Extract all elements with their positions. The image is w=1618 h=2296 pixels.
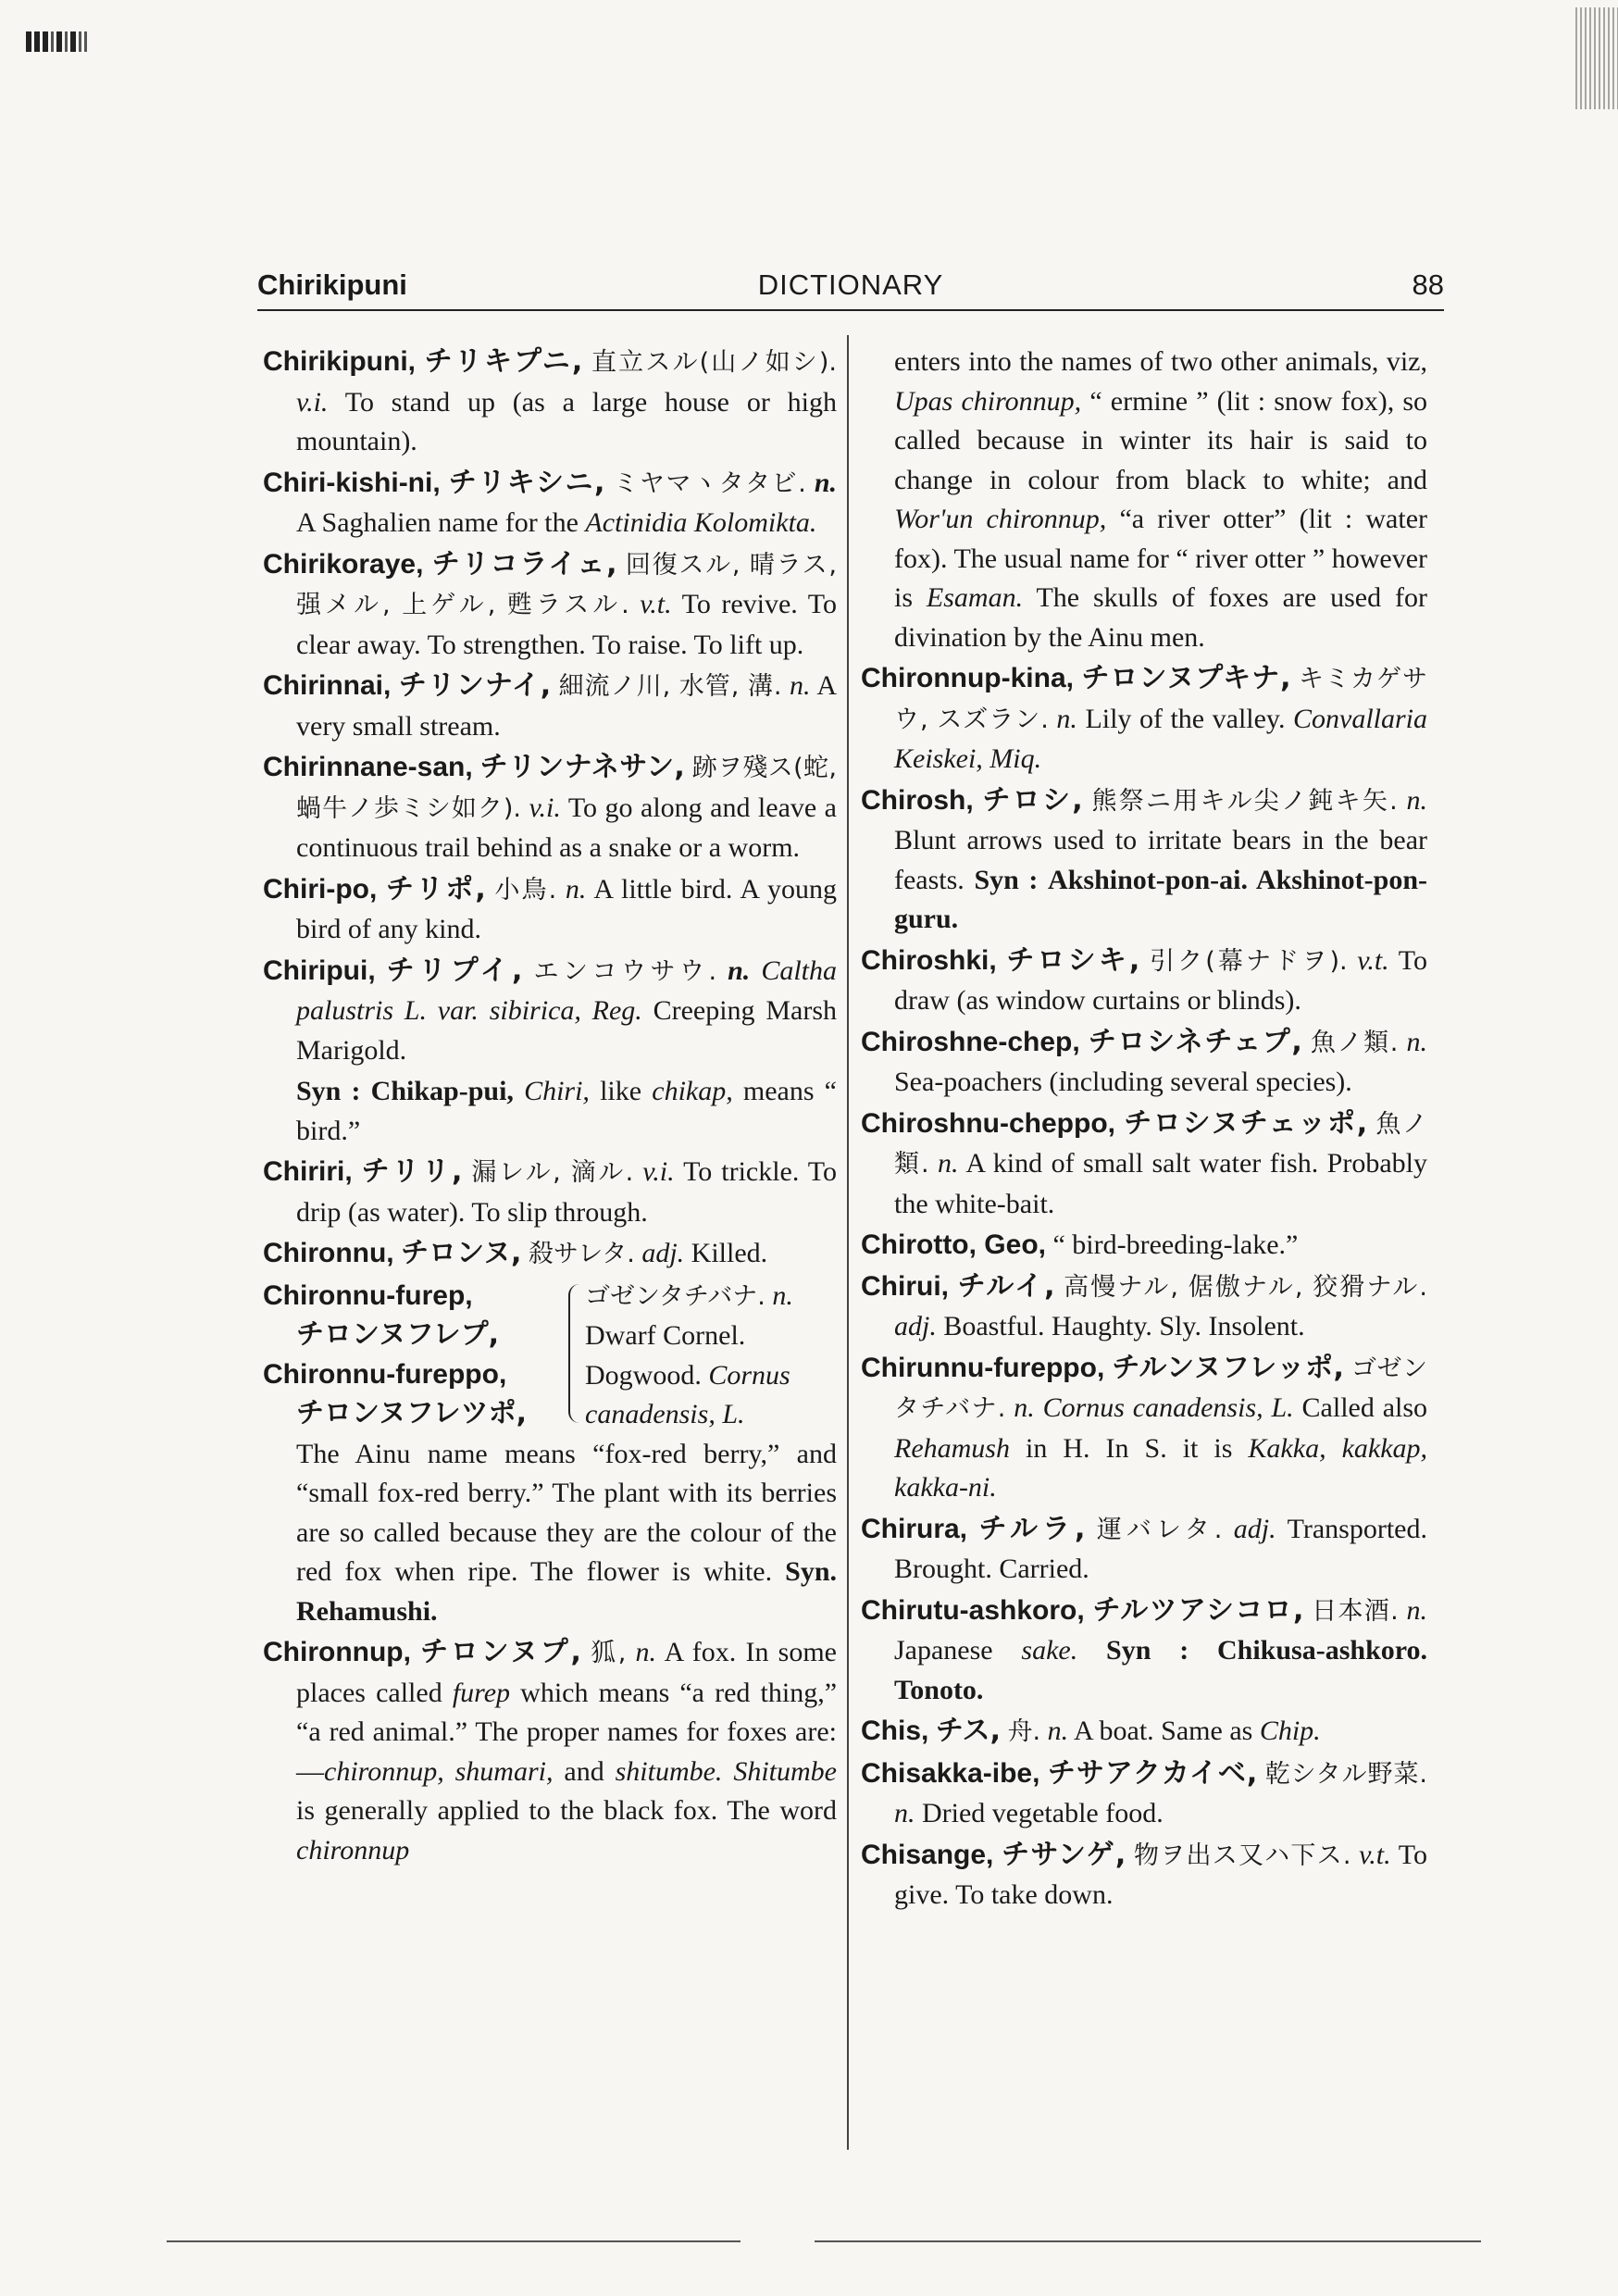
katakana: チルラ, [978, 1512, 1086, 1545]
note-text: means “ bird.” [296, 1076, 837, 1146]
entry-chironnup [263, 1633, 837, 1870]
japanese-gloss: 舟. [1007, 1717, 1041, 1746]
scientific-name: Cornus canadensis, L. [585, 1359, 790, 1429]
definition: Creeping Marsh Marigold. [296, 995, 837, 1066]
japanese-gloss: 魚ノ類. [1310, 1028, 1399, 1057]
part-of-speech: n. [728, 955, 751, 986]
entry-chiri-kishi-ni [263, 464, 837, 543]
japanese-gloss: 熊祭ニ用キル尖ノ鈍キ矢. [1091, 786, 1398, 816]
term: furep [452, 1677, 511, 1708]
headword: Chironnup, [263, 1637, 411, 1667]
entry-chirikoraye [263, 545, 837, 666]
katakana: チサンゲ, [1002, 1838, 1126, 1871]
katakana: チス, [935, 1715, 1002, 1747]
headword: Chirosh, [861, 784, 974, 816]
part-of-speech: adj. [1233, 1513, 1276, 1544]
definition: To give. To take down. [894, 1839, 1428, 1910]
scientific-name: Caltha palustris L. var. sibirica, Reg. [296, 955, 837, 1026]
definition: Transported. Brought. Carried. [894, 1513, 1427, 1584]
entry-chisakka-ibe [861, 1754, 1427, 1834]
katakana: チロシヌチェッポ, [1124, 1106, 1368, 1140]
entry-chirotto [861, 1226, 1427, 1266]
entry-chiripui [263, 952, 837, 1071]
japanese-gloss: ゴゼンタチバナ. [894, 1354, 1428, 1423]
entry-chiroshne-chep [861, 1023, 1427, 1103]
katakana: チサアクカイベ, [1047, 1756, 1258, 1790]
synonym-label: Syn : [974, 864, 1039, 895]
headword: Chirotto, Geo, [861, 1229, 1046, 1260]
japanese-gloss: ミヤマヽタタビ. [613, 468, 806, 498]
japanese-gloss: 狐, [591, 1639, 627, 1667]
headword: Chironnu-furep, [263, 1279, 473, 1311]
bottom-rule-right [815, 2240, 1481, 2242]
headword: Chirinnane-san, [263, 752, 473, 782]
katakana: チリキプニ, [424, 345, 583, 378]
entry-chirutu-ashkoro [861, 1591, 1427, 1711]
synonym: Akshinot-pon-ai. Akshinot-pon-guru. [894, 864, 1427, 934]
japanese-gloss: ゴゼンタチバナ. [585, 1281, 765, 1311]
headword: Chirutu-ashkoro, [861, 1594, 1085, 1626]
japanese-gloss: 小鳥. [494, 875, 557, 905]
term: Esaman. [926, 582, 1024, 613]
definition: and [564, 1755, 604, 1787]
definition: “ ermine ” (lit : snow fox), so called because in winter its hair is said to change in colour from black to white; and [894, 385, 1427, 495]
part-of-speech: n. [635, 1637, 657, 1667]
entry-chiroshnu-cheppo [861, 1104, 1427, 1225]
definition: enters into the names of two other animals, viz, [894, 346, 1427, 377]
headword: Chirura, [861, 1513, 968, 1544]
header-headword: Chirikipuni [257, 268, 407, 301]
headword: Chiroshne-chep, [861, 1026, 1080, 1057]
japanese-gloss: 跡ヲ殘ス(蛇, 蝸牛ノ歩ミシ如ク). [296, 754, 838, 823]
headword: Chis, [861, 1716, 929, 1746]
part-of-speech: n. [1014, 1392, 1035, 1423]
entry-chironnup-kina [861, 659, 1427, 780]
entry-chirui [861, 1267, 1427, 1347]
japanese-gloss: キミカゲサウ, スズラン. [894, 665, 1428, 734]
entry-chisange [861, 1836, 1427, 1915]
definition: Killed. [691, 1238, 768, 1268]
right-column [861, 343, 1427, 1917]
part-of-speech: n. [1056, 703, 1077, 734]
part-of-speech: n. [772, 1279, 793, 1311]
left-column [263, 343, 837, 1872]
japanese-gloss: 回復スル, 晴ラス, 强メル, 上ゲル, 甦ラスル. [296, 550, 837, 619]
note-term: Chiri, [524, 1076, 590, 1106]
headword: Chironnu-fureppo, [263, 1358, 507, 1390]
part-of-speech: n. [938, 1148, 959, 1179]
part-of-speech: n. [565, 873, 587, 905]
definition: The skulls of foxes are used for divination by the Ainu men. [894, 582, 1427, 653]
definition: is generally applied to the black fox. The word [296, 1795, 837, 1826]
headword: Chiroshki, [861, 944, 997, 976]
japanese-gloss: 乾シタル野菜. [1264, 1759, 1427, 1789]
definition: Sea-poachers (including several species). [894, 1067, 1352, 1097]
part-of-speech: v.i. [529, 792, 561, 823]
katakana: チリポ, [385, 872, 486, 905]
definition: To go along and leave a continuous trail behind as a snake or a worm. [296, 792, 837, 863]
term: Chip. [1259, 1716, 1321, 1746]
definition: Called also [1301, 1392, 1428, 1423]
definition: in H. In S. it is [1026, 1432, 1233, 1464]
headword: Chiriri, [263, 1156, 353, 1187]
part-of-speech: n. [894, 1798, 915, 1828]
katakana: チリプイ, [386, 954, 523, 987]
scientific-name: Actinidia Kolomikta. [585, 507, 817, 538]
column-divider [847, 335, 849, 2150]
entry-chiriri [263, 1153, 837, 1232]
japanese-gloss: 日本酒. [1312, 1596, 1399, 1626]
scientific-name: Cornus canadensis, L. [1042, 1392, 1294, 1423]
katakana: チロンヌフレツポ, [296, 1397, 527, 1429]
entry-chirunnu-fureppo [861, 1349, 1427, 1508]
part-of-speech: n. [790, 670, 811, 701]
katakana: チロンヌプ, [420, 1636, 581, 1668]
entry-chiroshki [861, 942, 1427, 1021]
katakana: チロシキ, [1006, 943, 1140, 977]
curly-brace [568, 1284, 585, 1423]
entry-chironnu [263, 1234, 837, 1275]
definition: A fox. In some places called [296, 1637, 837, 1708]
definition: A little bird. A young bird of any kind. [296, 873, 838, 944]
entry-chironnu-furep-note [263, 1435, 837, 1632]
term: Rehamush [894, 1432, 1010, 1464]
definition: A very small stream. [296, 670, 838, 742]
running-header [257, 256, 1444, 311]
katakana: チロシ, [982, 783, 1083, 817]
katakana: チリリ, [361, 1155, 463, 1188]
definition: To draw (as window curtains or blinds). [894, 944, 1428, 1016]
katakana: チルイ, [957, 1269, 1055, 1303]
katakana: チルツアシコロ, [1092, 1593, 1304, 1627]
part-of-speech: n. [1406, 1026, 1427, 1057]
japanese-gloss: 高慢ナル, 倨傲ナル, 狡猾ナル. [1064, 1272, 1428, 1302]
entry-chiri-po [263, 870, 837, 950]
entry-chironnup-continued [861, 343, 1427, 657]
synonym-label: Syn. [785, 1556, 838, 1587]
entry-chirura [861, 1510, 1427, 1590]
definition: Blunt arrows used to irritate bears in the bear feasts. [894, 825, 1427, 895]
braced-gloss [585, 1277, 837, 1435]
japanese-gloss: 直立スル(山ノ如シ). [591, 348, 838, 377]
part-of-speech: adj. [894, 1311, 937, 1341]
definition: “ bird-breeding-lake.” [1052, 1229, 1299, 1260]
term: chironnup, shumari, [324, 1755, 554, 1787]
part-of-speech: v.t. [640, 589, 672, 619]
part-of-speech: n. [814, 467, 837, 498]
japanese-gloss: 殺サレタ. [528, 1240, 635, 1268]
part-of-speech: v.t. [1359, 1839, 1391, 1870]
definition: Boastful. Haughty. Sly. Insolent. [943, 1311, 1305, 1341]
entry-chironnu-furep-group [263, 1277, 837, 1435]
katakana: チリコライェ, [431, 547, 617, 580]
definition: To stand up (as a large house or high mountain). [296, 386, 837, 456]
katakana: チルンヌフレッポ, [1112, 1351, 1344, 1384]
definition: Japanese [894, 1635, 993, 1666]
japanese-gloss: 物ヲ出ス又ハ下ス. [1134, 1841, 1351, 1870]
braced-headwords [263, 1277, 568, 1434]
synonym: Chikap-pui, [370, 1076, 514, 1106]
term: chironnup [296, 1834, 410, 1866]
katakana: チロシネチェプ, [1088, 1025, 1302, 1058]
katakana: チリキシニ, [448, 466, 605, 499]
definition: Dwarf Cornel. Dogwood. [585, 1320, 746, 1391]
headword: Chirunnu-fureppo, [861, 1352, 1105, 1383]
term: Upas chironnup, [894, 385, 1082, 417]
katakana: チリンナネサン, [479, 751, 685, 783]
entry-chirosh [861, 781, 1427, 940]
definition: The Ainu name means “fox-red berry,” and “small fox-red berry.” The plant with its berries are so called because they are the colour of the red fox when ripe. The flower is white. [296, 1438, 837, 1587]
japanese-gloss: 漏レル, 滴ル. [471, 1158, 634, 1187]
synonym-label: Syn : [1106, 1635, 1189, 1666]
definition: A kind of small salt water fish. Probably the white-bait. [894, 1148, 1427, 1219]
entry-chirikipuni [263, 343, 837, 462]
page-number: 88 [1412, 268, 1444, 301]
headword: Chisange, [861, 1839, 994, 1870]
header-title: DICTIONARY [757, 268, 944, 301]
katakana: チロンヌ, [401, 1237, 522, 1269]
term: Kakka, kakkap, kakka-ni. [894, 1432, 1428, 1503]
definition: Lily of the valley. [1085, 703, 1286, 734]
headword: Chirui, [861, 1270, 949, 1302]
headword: Chiri-kishi-ni, [263, 467, 441, 498]
part-of-speech: n. [1406, 784, 1428, 816]
part-of-speech: n. [1406, 1594, 1427, 1626]
part-of-speech: v.i. [296, 386, 329, 418]
part-of-speech: adj. [641, 1238, 685, 1268]
katakana: チリンナイ, [398, 669, 552, 702]
scientific-name: Convallaria Keiskei, Miq. [894, 703, 1428, 774]
definition: To revive. To clear away. To strengthen. To raise. To lift up. [296, 589, 838, 660]
term: shitumbe. Shitumbe [615, 1755, 837, 1787]
synonym: Rehamushi. [296, 1595, 438, 1627]
entry-chis [861, 1712, 1427, 1753]
headword: Chirikoraye, [263, 548, 424, 580]
japanese-gloss: エンコウサウ. [533, 956, 717, 986]
definition: A Saghalien name for the [296, 507, 579, 538]
synonym: Chikusa-ashkoro. Tonoto. [894, 1635, 1428, 1705]
headword: Chironnup-kina, [861, 663, 1074, 693]
term: Wor'un chironnup, [894, 504, 1107, 534]
definition: “a river otter” (lit : water fox). The usual name for “ river otter ” however is [894, 504, 1427, 613]
definition: Dried vegetable food. [922, 1798, 1164, 1828]
entry-chirinnane-san [263, 748, 837, 868]
part-of-speech: v.i. [642, 1156, 675, 1187]
scan-corner-artifact [1575, 7, 1618, 109]
japanese-gloss: 運バレタ. [1096, 1515, 1223, 1544]
part-of-speech: v.t. [1357, 944, 1389, 976]
note-text: like [600, 1076, 642, 1106]
definition: which means “a red thing,” “a red animal.” The proper names for foxes are:— [296, 1677, 838, 1787]
term: sake. [1021, 1635, 1078, 1666]
headword: Chiroshnu-cheppo, [861, 1107, 1115, 1139]
headword: Chironnu, [263, 1238, 394, 1268]
headword: Chiripui, [263, 955, 376, 986]
part-of-speech: n. [1047, 1716, 1069, 1746]
headword: Chirikipuni, [263, 346, 416, 377]
bottom-rule-left [167, 2240, 741, 2242]
headword: Chisakka-ibe, [861, 1757, 1040, 1789]
japanese-gloss: 細流ノ川, 水管, 溝. [558, 672, 782, 701]
definition: To trickle. To drip (as water). To slip through. [296, 1156, 838, 1228]
japanese-gloss: 引ク(幕ナドヲ). [1149, 946, 1348, 976]
headword: Chirinnai, [263, 670, 392, 701]
scan-barcode-mark [26, 31, 87, 52]
katakana: チロンヌプキナ, [1081, 662, 1291, 694]
japanese-gloss: 魚ノ類. [894, 1109, 1428, 1179]
entry-chiripui-synonym [263, 1072, 837, 1151]
synonym-label: Syn : [296, 1076, 361, 1106]
headword: Chiri-po, [263, 873, 378, 905]
katakana: チロンヌフレプ, [296, 1318, 499, 1351]
entry-chirinnai [263, 667, 837, 746]
definition: A boat. Same as [1074, 1716, 1253, 1746]
note-term: chikap, [652, 1076, 733, 1106]
